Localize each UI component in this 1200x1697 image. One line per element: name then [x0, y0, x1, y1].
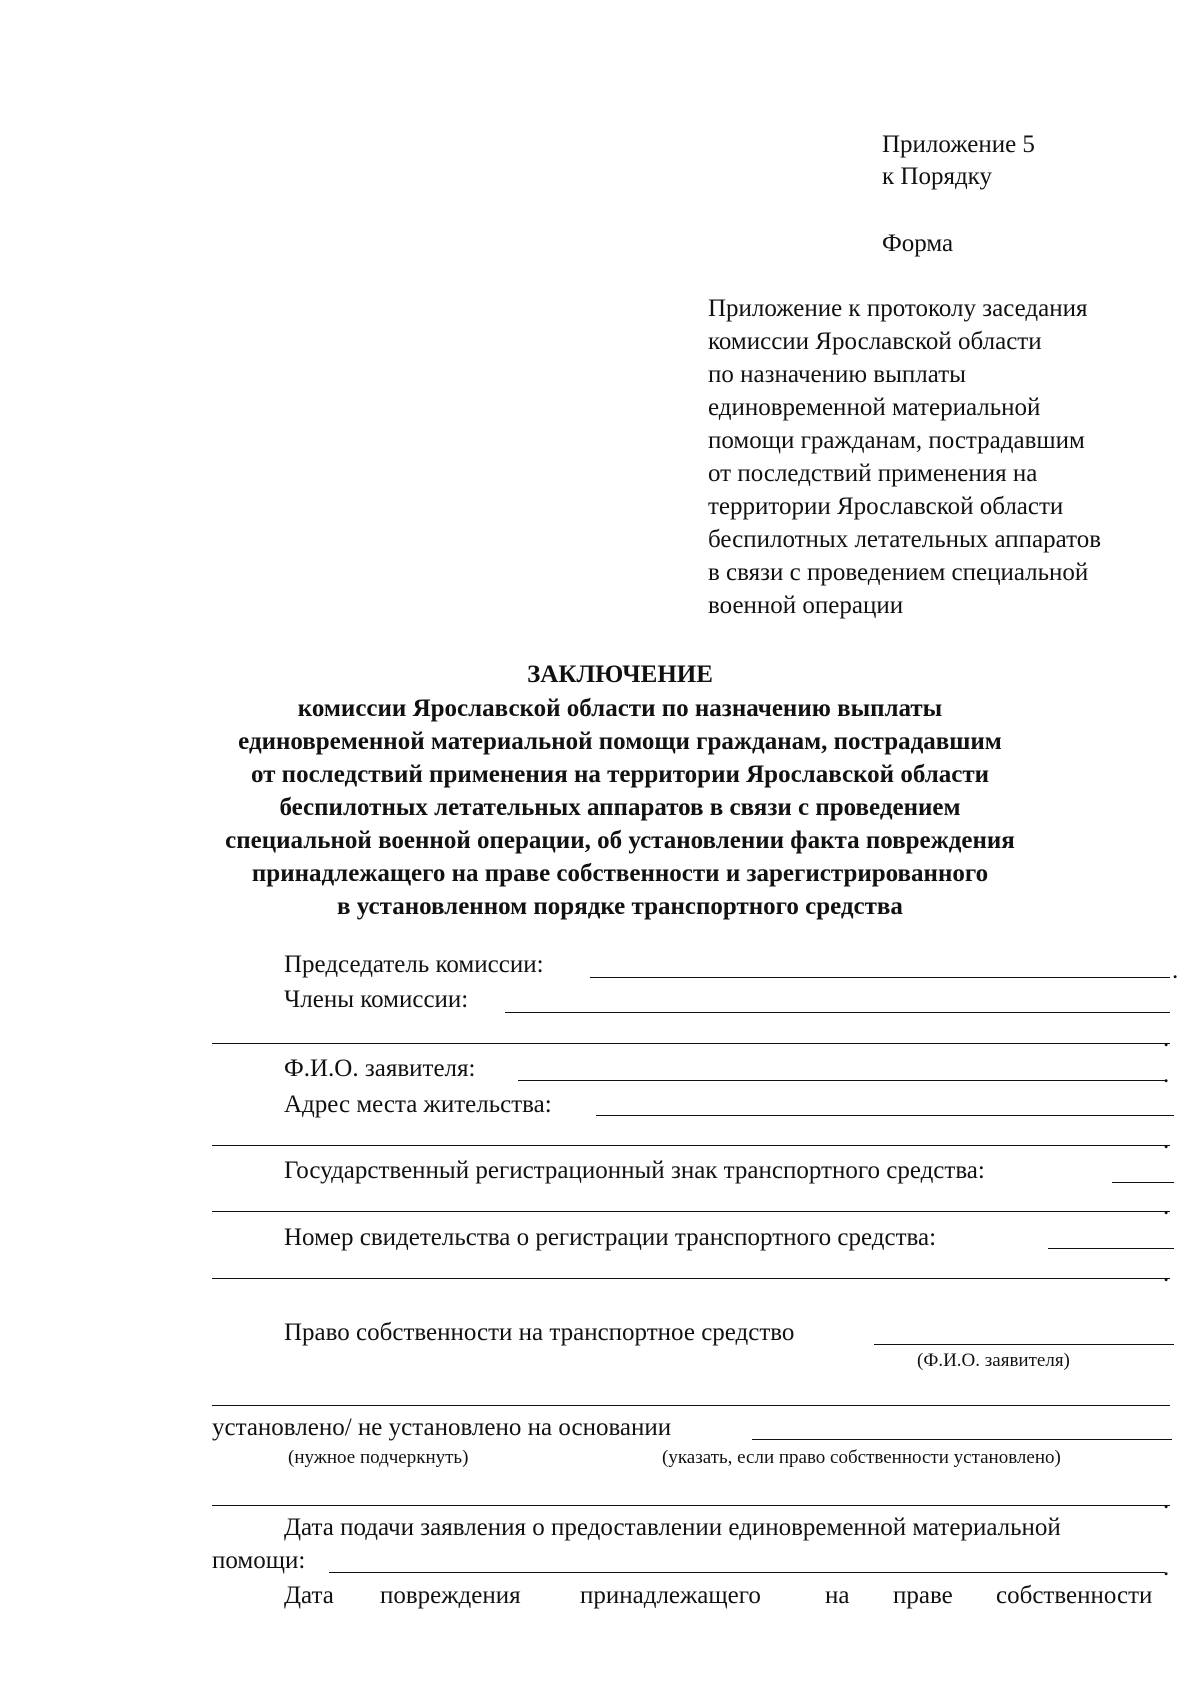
plate-field-line-continued[interactable] [212, 1211, 1170, 1212]
plate-label: Государственный регистрационный знак транспортного средства: [284, 1157, 985, 1184]
period: . [1163, 1025, 1170, 1052]
certificate-field-line[interactable] [1048, 1248, 1174, 1249]
damage-date-word: собственности [996, 1582, 1153, 1609]
protocol-appendix-block [708, 292, 1101, 622]
period: . [1163, 1193, 1170, 1220]
title-line: беспилотных летательных аппаратов в связи с проведением [279, 794, 961, 821]
document-heading: ЗАКЛЮЧЕНИЕ [527, 661, 713, 688]
established-label: установлено/ не установлено на основании [212, 1414, 672, 1441]
ownership-field-line[interactable] [874, 1344, 1174, 1345]
protocol-line: беспилотных летательных аппаратов [708, 526, 1102, 553]
damage-date-word: на [825, 1582, 850, 1609]
protocol-line: территории Ярославской области [708, 493, 1064, 520]
protocol-line: единовременной материальной [708, 394, 1041, 421]
plate-field-line[interactable] [1112, 1182, 1174, 1183]
damage-date-word: повреждения [380, 1582, 521, 1609]
protocol-line: военной операции [708, 592, 904, 619]
ownership-label: Право собственности на транспортное средство [284, 1319, 795, 1346]
period: . [1163, 1487, 1170, 1514]
protocol-line: в связи с проведением специальной [708, 559, 1089, 586]
protocol-line: по назначению выплаты [708, 361, 966, 388]
protocol-line: Приложение к протоколу заседания [708, 295, 1088, 322]
applicant-name-field-line[interactable] [518, 1080, 1165, 1081]
underline-hint: (нужное подчеркнуть) [288, 1447, 469, 1468]
chairman-field-line[interactable] [590, 977, 1170, 978]
form-label: Форма [882, 230, 954, 257]
period: . [1163, 1061, 1170, 1088]
application-date-label: Дата подачи заявления о предоставлении единовременной материальной [284, 1514, 1061, 1541]
damage-date-word: Дата [284, 1582, 334, 1609]
appendix-reference: к Порядку [882, 163, 992, 190]
title-line: комиссии Ярославской области по назначению выплаты [297, 695, 943, 722]
certificate-field-line-continued[interactable] [212, 1278, 1170, 1279]
certificate-label: Номер свидетельства о регистрации транспортного средства: [284, 1224, 937, 1251]
period: . [1163, 1554, 1170, 1581]
title-line: в установленном порядке транспортного средства [337, 893, 903, 920]
protocol-line: помощи гражданам, пострадавшим [708, 427, 1085, 454]
applicant-name-label: Ф.И.О. заявителя: [284, 1055, 476, 1082]
period: . [1172, 957, 1179, 984]
title-line: от последствий применения на территории Ярославской области [250, 761, 990, 788]
title-line: единовременной материальной помощи гражданам, пострадавшим [238, 728, 1002, 755]
chairman-label: Председатель комиссии: [284, 951, 544, 978]
ownership-hint: (Ф.И.О. заявителя) [917, 1350, 1070, 1371]
members-field-line[interactable] [505, 1012, 1170, 1013]
period: . [1163, 1260, 1170, 1287]
basis-field-line[interactable] [752, 1439, 1172, 1440]
appendix-number: Приложение 5 [882, 131, 1035, 158]
basis-hint: (указать, если право собственности установлено) [662, 1447, 1061, 1468]
period: . [1163, 1127, 1170, 1154]
title-line: специальной военной операции, об установлении факта повреждения [225, 827, 1015, 854]
protocol-line: от последствий применения на [708, 460, 1038, 487]
basis-field-line-continued[interactable] [212, 1505, 1170, 1506]
ownership-field-line-continued[interactable] [212, 1405, 1170, 1406]
application-date-label-continued: помощи: [212, 1547, 306, 1574]
title-line: принадлежащего на праве собственности и зарегистрированного [251, 860, 989, 887]
address-field-line[interactable] [596, 1115, 1174, 1116]
application-date-field-line[interactable] [329, 1572, 1165, 1573]
protocol-line: комиссии Ярославской области [708, 328, 1042, 355]
members-label: Члены комиссии: [284, 986, 469, 1013]
address-label: Адрес места жительства: [284, 1091, 552, 1118]
damage-date-word: принадлежащего [580, 1582, 761, 1609]
damage-date-word: праве [893, 1582, 953, 1609]
members-field-line-continued[interactable] [212, 1043, 1170, 1044]
address-field-line-continued[interactable] [212, 1145, 1170, 1146]
